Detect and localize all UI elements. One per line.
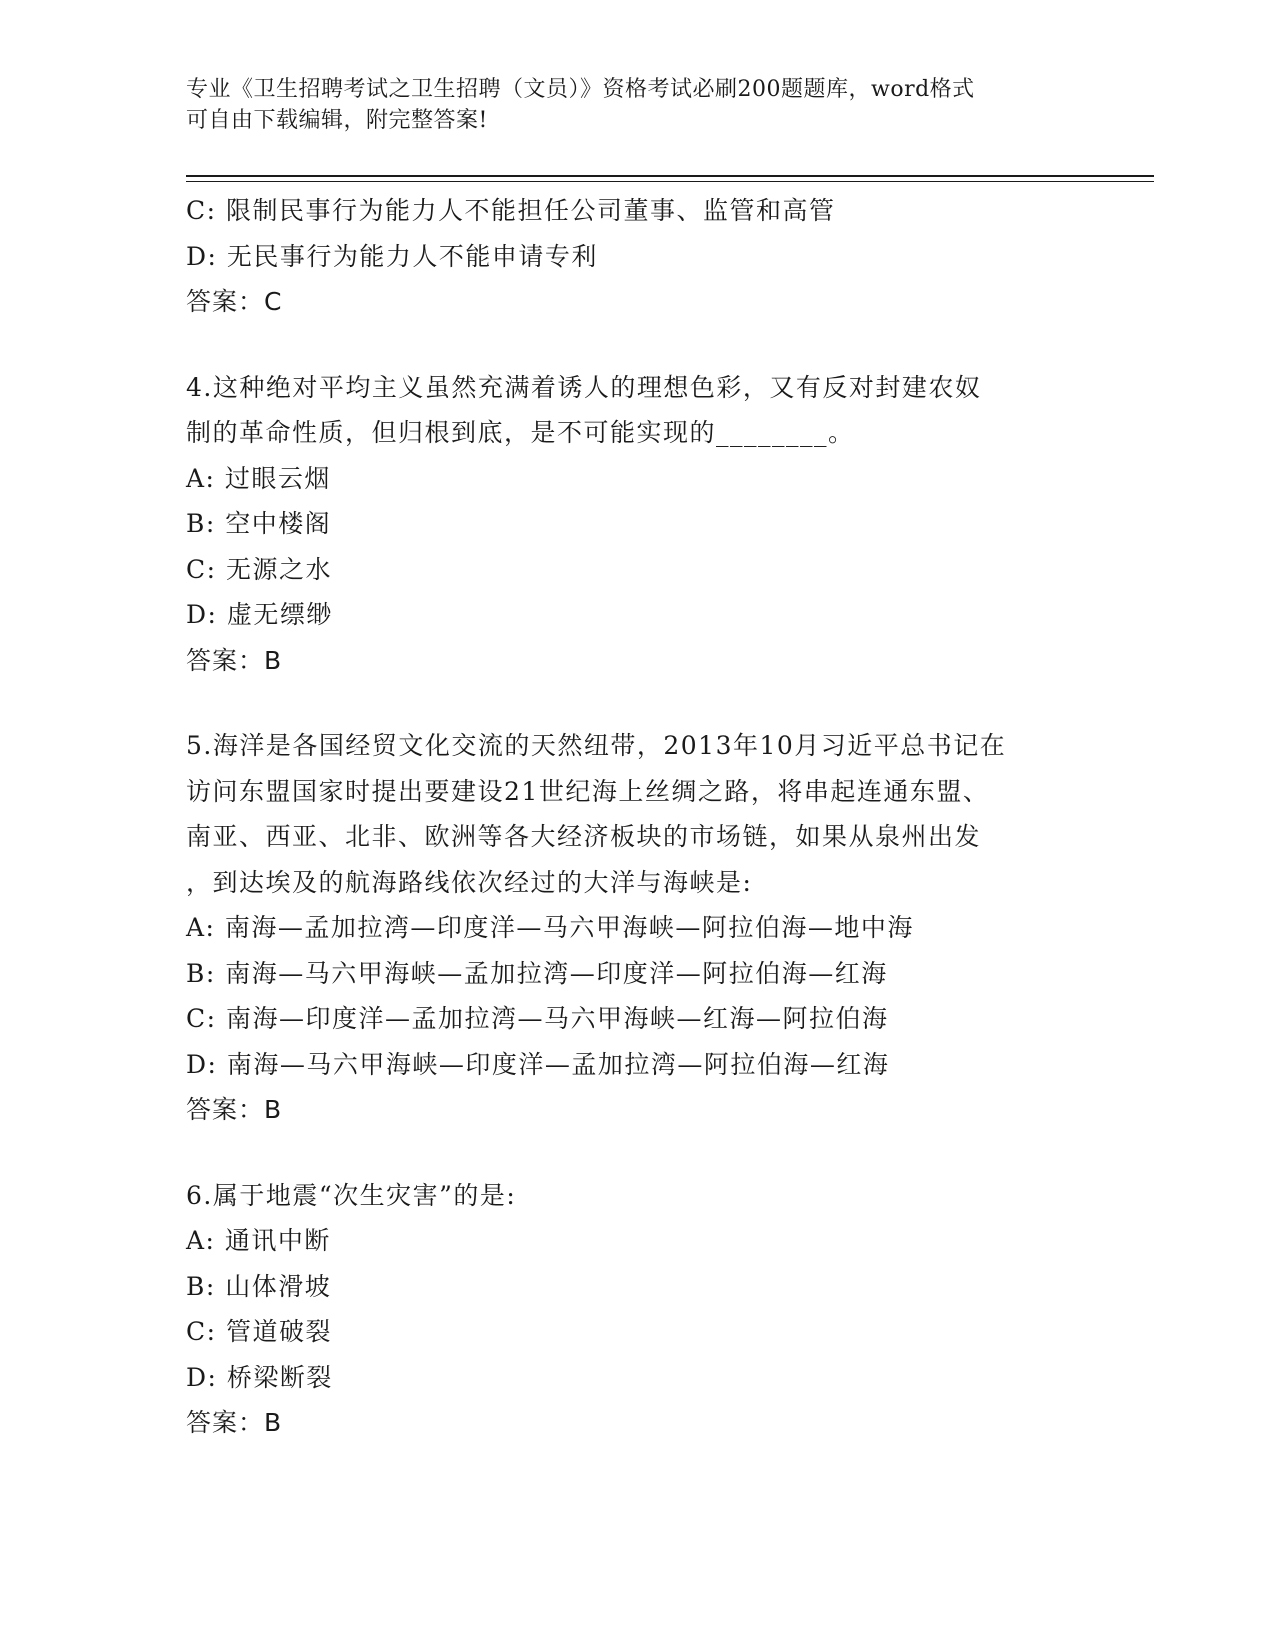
option-a: A: 南海—孟加拉湾—印度洋—马六甲海峡—阿拉伯海—地中海 <box>186 913 914 942</box>
answer: 答案：B <box>186 1408 283 1437</box>
question-stem-line: 南亚、西亚、北非、欧洲等各大经济板块的市场链，如果从泉州出发 <box>186 822 982 851</box>
question-stem-line: 5.海洋是各国经贸文化交流的天然纽带，2013年10月习近平总书记在 <box>186 731 1007 760</box>
option-a: A: 过眼云烟 <box>186 463 331 493</box>
question-stem-line: 4.这种绝对平均主义虽然充满着诱人的理想色彩，又有反对封建农奴 <box>186 372 982 402</box>
question-4 <box>186 365 1086 684</box>
spacer <box>186 683 1086 723</box>
header-title-line-1: 专业《卫生招聘考试之卫生招聘（文员）》资格考试必刷200题题库，word格式 <box>186 77 975 102</box>
header-title-line-2: 可自由下载编辑，附完整答案! <box>186 108 488 133</box>
spacer <box>186 1133 1086 1173</box>
question-stem-line: ，到达埃及的航海路线依次经过的大洋与海峡是: <box>186 867 753 897</box>
option-c: C: 无源之水 <box>186 554 332 584</box>
answer: 答案：C <box>186 287 283 316</box>
question-stem-line: 制的革命性质，但归根到底，是不可能实现的________。 <box>186 418 855 447</box>
option-c: C: 管道破裂 <box>186 1317 332 1346</box>
option-b: B: 空中楼阁 <box>186 509 332 538</box>
spacer <box>186 325 1086 365</box>
header-rule-thin <box>186 181 1154 182</box>
document-header <box>186 74 1066 136</box>
option-b: B: 山体滑坡 <box>186 1271 332 1301</box>
answer: 答案：B <box>186 645 283 675</box>
option-d: D: 桥梁断裂 <box>186 1362 333 1392</box>
question-stem-line: 访问东盟国家时提出要建设21世纪海上丝绸之路，将串起连通东盟、 <box>186 776 990 806</box>
question-list <box>186 188 1086 1446</box>
question-stem-line: 6.属于地震“次生灾害”的是: <box>186 1180 517 1210</box>
answer: 答案：B <box>186 1095 283 1124</box>
option-a: A: 通讯中断 <box>186 1226 331 1255</box>
question-6 <box>186 1173 1086 1446</box>
option-d: D: 无民事行为能力人不能申请专利 <box>186 241 598 271</box>
option-c: C: 限制民事行为能力人不能担任公司董事、监管和高管 <box>186 196 836 225</box>
option-c: C: 南海—印度洋—孟加拉湾—马六甲海峡—红海—阿拉伯海 <box>186 1004 889 1033</box>
header-rule-thick <box>186 175 1154 177</box>
option-d: D: 南海—马六甲海峡—印度洋—孟加拉湾—阿拉伯海—红海 <box>186 1049 890 1079</box>
question-5 <box>186 723 1086 1133</box>
option-b: B: 南海—马六甲海峡—孟加拉湾—印度洋—阿拉伯海—红海 <box>186 958 888 988</box>
question-3 <box>186 188 1086 325</box>
option-d: D: 虚无缥缈 <box>186 600 333 629</box>
